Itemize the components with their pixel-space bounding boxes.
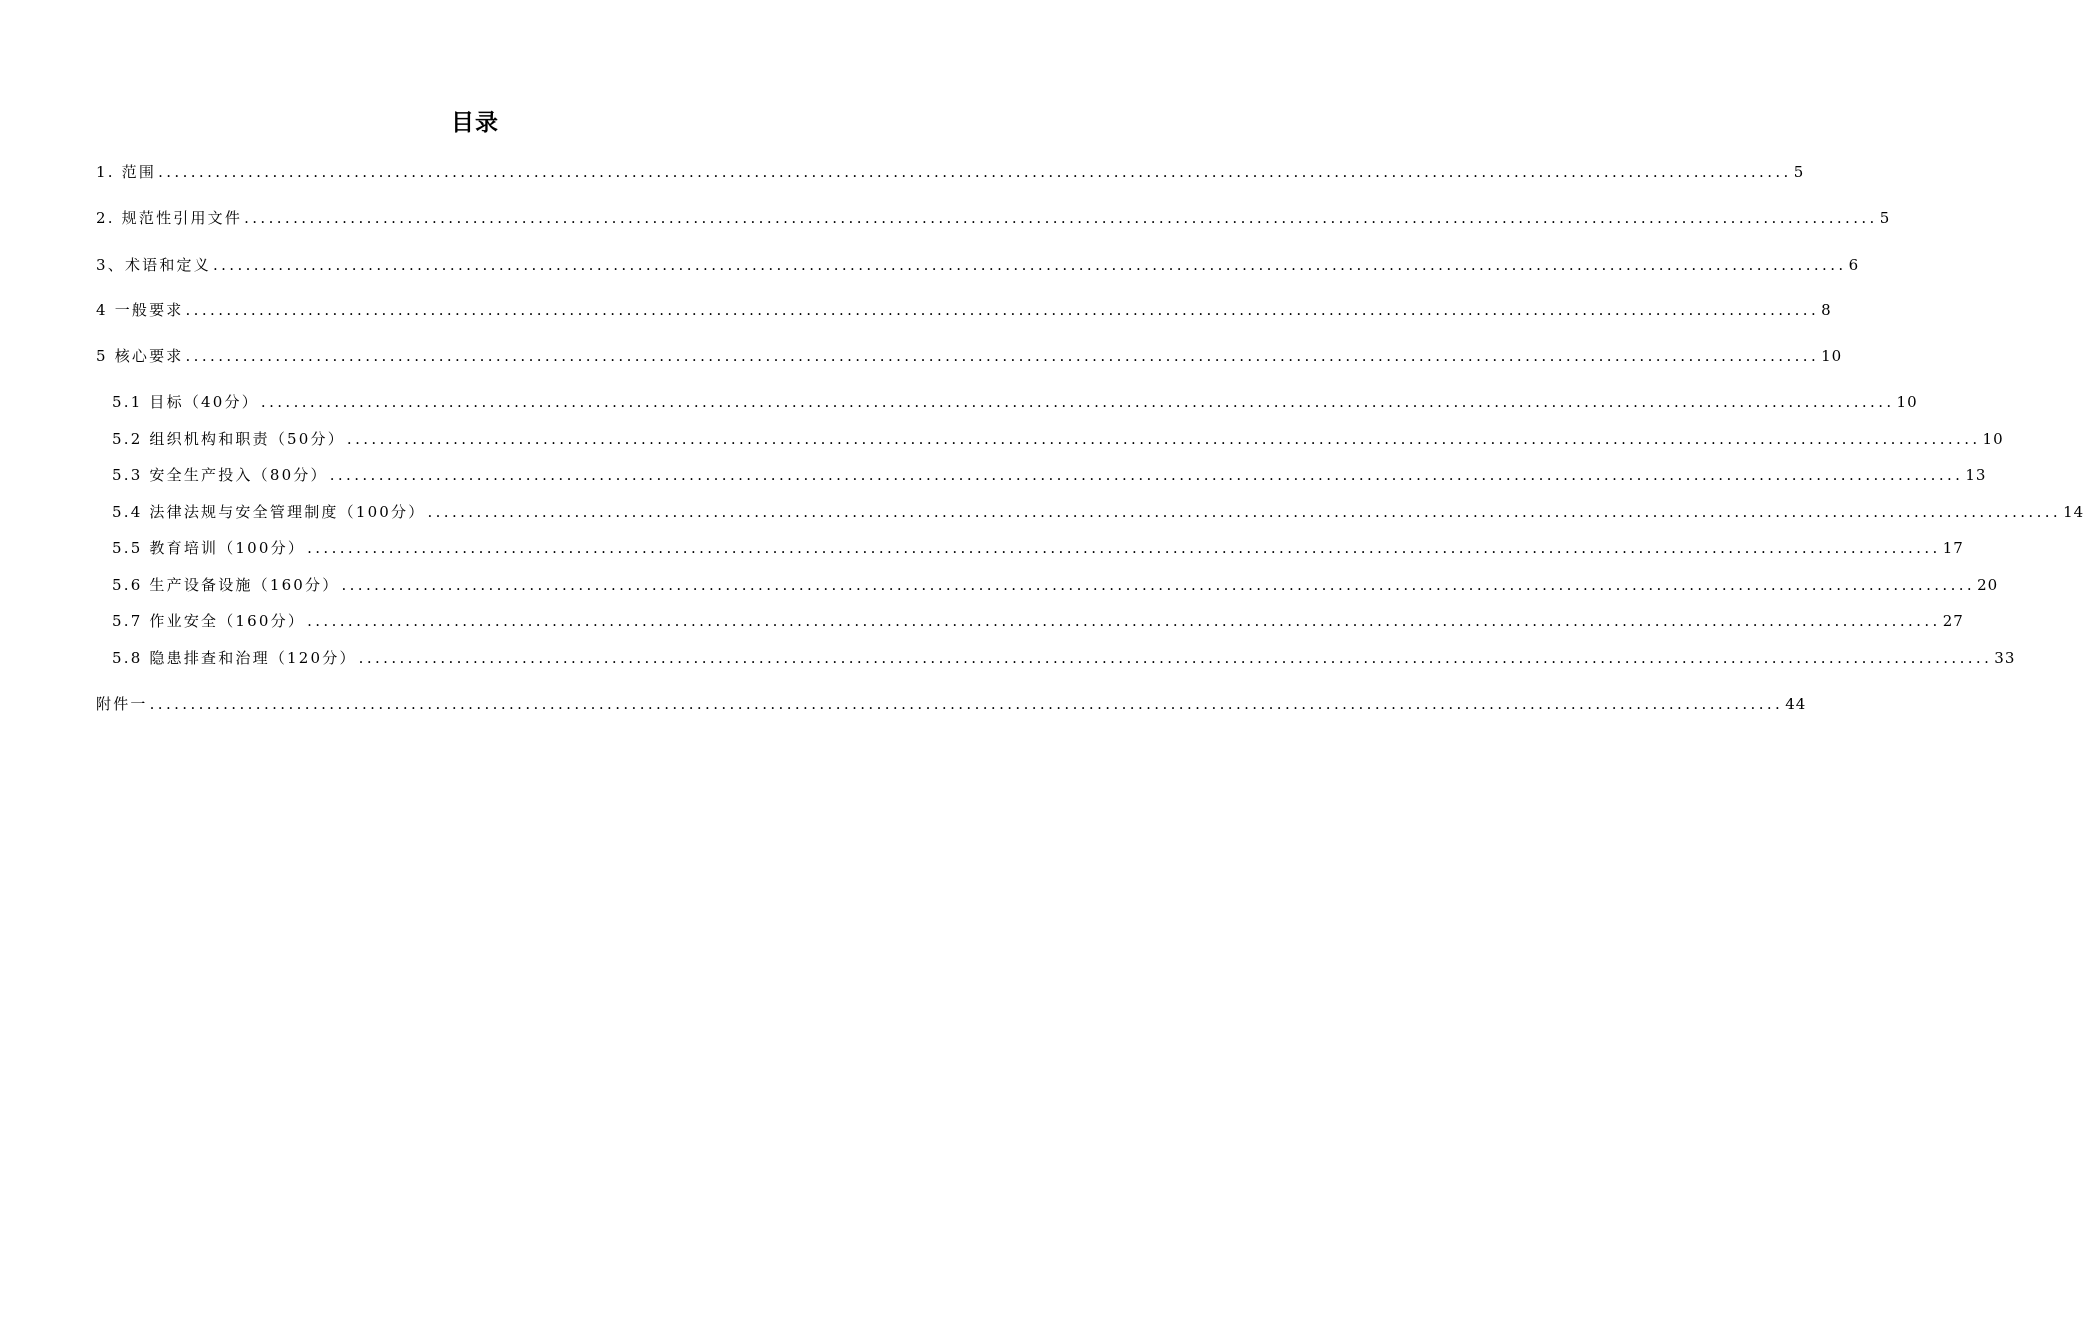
toc-dot-leader: ........................................................................................................................................................................................................ <box>307 612 1941 630</box>
toc-entry-label: 4 一般要求 <box>96 301 184 319</box>
toc-dot-leader: ........................................................................................................................................................................................................ <box>346 430 1981 448</box>
toc-entry-5-2-organization[interactable] <box>112 427 2004 449</box>
toc-entry-5-6-equipment[interactable] <box>112 573 1999 595</box>
toc-entry-page: 10 <box>1896 393 1918 411</box>
toc-entry-5-4-laws-regulations[interactable] <box>112 500 2084 522</box>
toc-entry-appendix-1[interactable] <box>96 692 1807 714</box>
toc-dot-leader: ........................................................................................................................................................................................................ <box>341 576 1976 594</box>
toc-entry-core-requirements[interactable] <box>96 344 1843 366</box>
toc-entry-label: 2. 规范性引用文件 <box>96 209 243 227</box>
toc-entry-label: 5.1 目标（40分） <box>112 393 259 411</box>
toc-dot-leader: ........................................................................................................................................................................................................ <box>149 695 1784 713</box>
toc-entry-page: 10 <box>1982 430 2004 448</box>
toc-entry-5-8-hazard-investigation[interactable] <box>112 646 2016 668</box>
toc-entry-page: 27 <box>1942 612 1964 630</box>
toc-entry-label: 附件一 <box>96 695 148 713</box>
toc-entry-label: 3、术语和定义 <box>96 256 211 274</box>
toc-dot-leader: ........................................................................................................................................................................................................ <box>260 393 1895 411</box>
toc-dot-leader: ........................................................................................................................................................................................................ <box>185 347 1820 365</box>
toc-entry-5-5-education-training[interactable] <box>112 536 1964 558</box>
toc-dot-leader: ........................................................................................................................................................................................................ <box>427 503 2062 521</box>
toc-entry-page: 13 <box>1965 466 1987 484</box>
toc-dot-leader: ........................................................................................................................................................................................................ <box>329 466 1964 484</box>
toc-entry-label: 5.3 安全生产投入（80分） <box>112 466 328 484</box>
toc-dot-leader: ........................................................................................................................................................................................................ <box>158 163 1792 181</box>
toc-entry-label: 5.7 作业安全（160分） <box>112 612 306 630</box>
toc-entry-page: 20 <box>1977 576 1999 594</box>
toc-entry-page: 10 <box>1821 347 1843 365</box>
toc-entry-label: 5.8 隐患排查和治理（120分） <box>112 649 357 667</box>
toc-entry-page: 33 <box>1994 649 2016 667</box>
toc-entry-page: 6 <box>1848 256 1860 274</box>
toc-entry-page: 17 <box>1942 539 1964 557</box>
toc-dot-leader: ........................................................................................................................................................................................................ <box>358 649 1993 667</box>
toc-entry-label: 1. 范围 <box>96 163 157 181</box>
toc-entry-normative-references[interactable] <box>96 206 1891 228</box>
toc-entry-label: 5.2 组织机构和职责（50分） <box>112 430 345 448</box>
toc-entry-page: 14 <box>2063 503 2084 521</box>
toc-entry-5-3-safety-investment[interactable] <box>112 463 1987 485</box>
toc-entry-page: 8 <box>1821 301 1832 319</box>
toc-dot-leader: ........................................................................................................................................................................................................ <box>244 209 1878 227</box>
toc-dot-leader: ........................................................................................................................................................................................................ <box>185 301 1820 319</box>
toc-entry-label: 5 核心要求 <box>96 347 184 365</box>
toc-dot-leader: ........................................................................................................................................................................................................ <box>307 539 1941 557</box>
toc-dot-leader: ........................................................................................................................................................................................................ <box>212 256 1847 274</box>
toc-entry-label: 5.5 教育培训（100分） <box>112 539 306 557</box>
toc-title: 目录 <box>451 110 499 136</box>
toc-entry-5-1-objectives[interactable] <box>112 390 1918 412</box>
toc-entry-5-7-work-safety[interactable] <box>112 609 1964 631</box>
toc-entry-general-requirements[interactable] <box>96 298 1832 320</box>
toc-entry-page: 5 <box>1879 209 1891 227</box>
toc-entry-terms-definitions[interactable] <box>96 253 1860 275</box>
toc-entry-scope[interactable] <box>96 160 1805 182</box>
toc-entry-page: 44 <box>1785 695 1807 713</box>
toc-entry-label: 5.4 法律法规与安全管理制度（100分） <box>112 503 426 521</box>
toc-entry-page: 5 <box>1793 163 1805 181</box>
toc-entry-label: 5.6 生产设备设施（160分） <box>112 576 340 594</box>
